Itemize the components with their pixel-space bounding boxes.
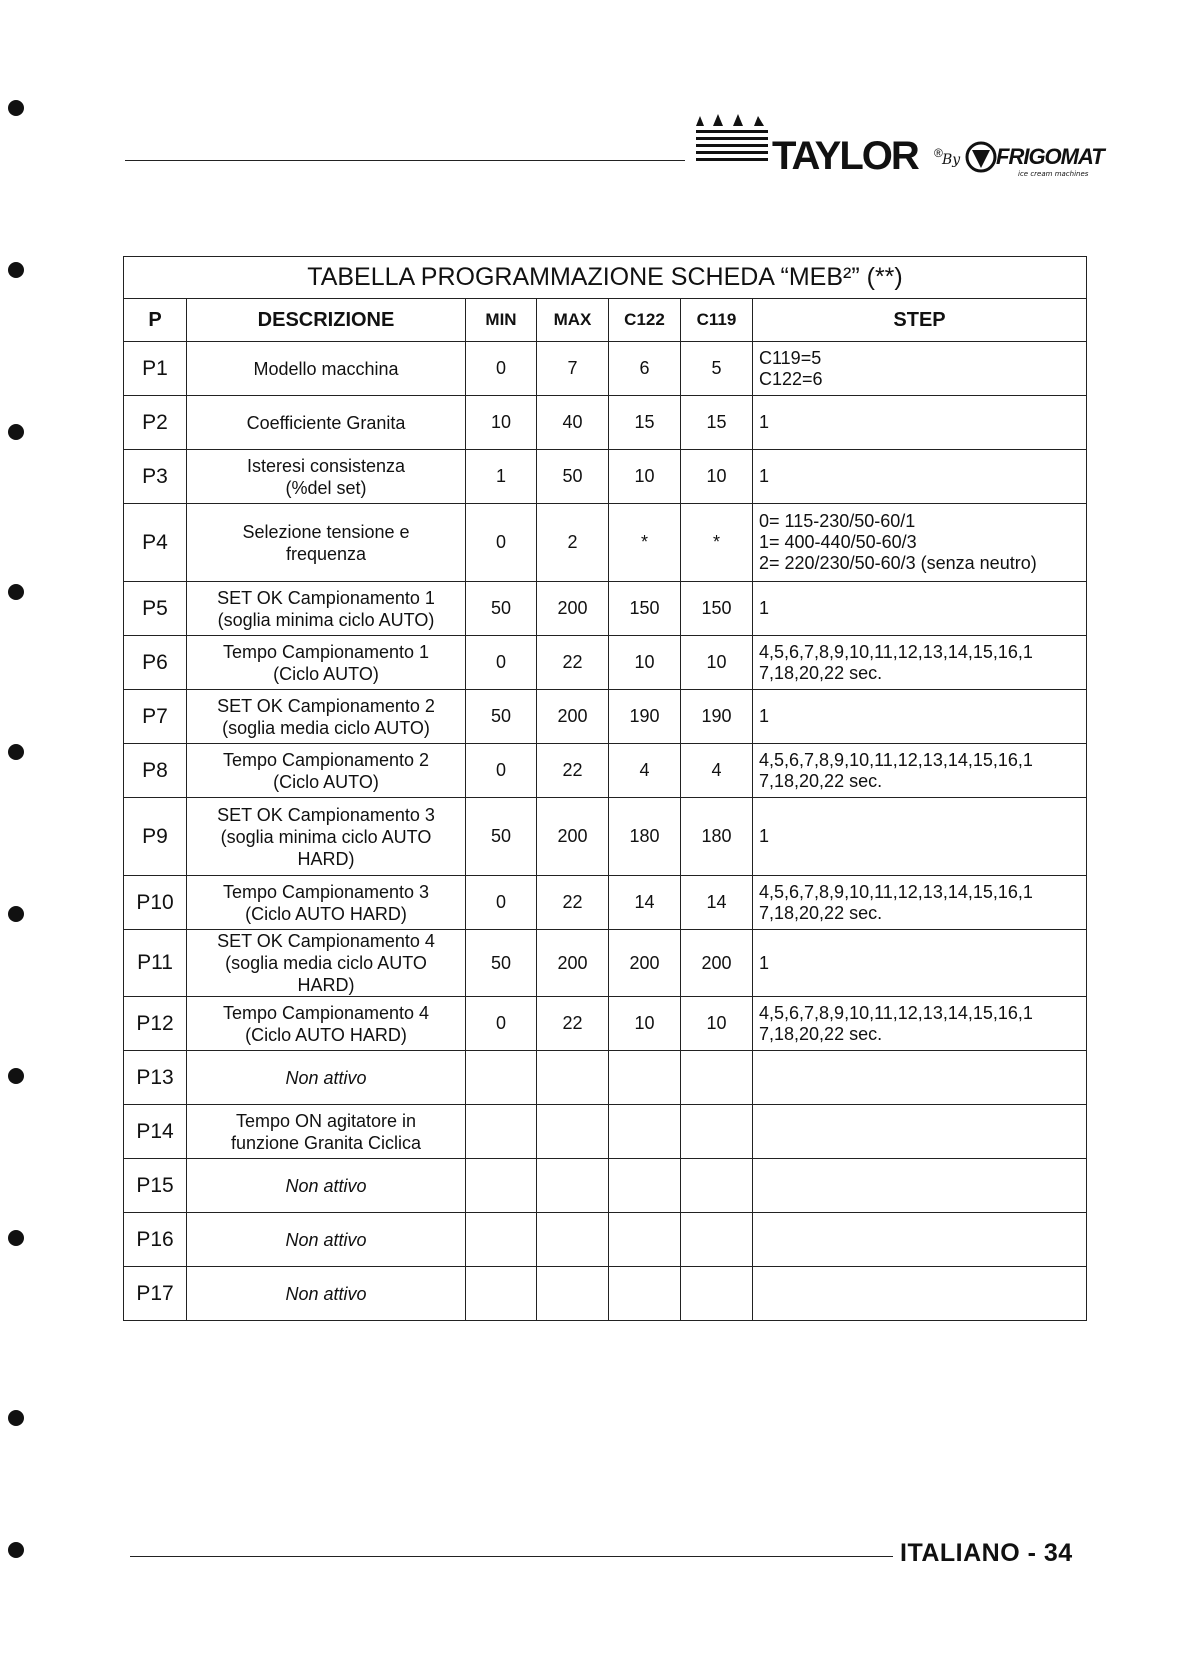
punch-hole [8,262,24,278]
param-min: 0 [466,876,537,930]
param-c119 [681,1051,753,1105]
description-line: frequenza [285,543,367,564]
param-step [753,636,1087,690]
description-line: Selezione tensione e [242,521,410,542]
param-max: 200 [537,582,609,636]
param-description [187,342,466,396]
description-line: (soglia media ciclo AUTO [225,953,427,973]
param-step [753,930,1087,997]
param-max [537,1159,609,1213]
param-description [187,1159,466,1213]
footer-language-page: ITALIANO - 34 [900,1539,1073,1567]
param-code: P10 [124,876,187,930]
param-c122 [609,1213,681,1267]
step-line: 7,18,20,22 sec. [759,662,883,683]
step-line: C119=5 [759,347,822,368]
param-max: 50 [537,450,609,504]
description-line: SET OK Campionamento 4 [217,931,435,951]
param-step [753,1159,1087,1213]
param-code: P2 [124,396,187,450]
param-description [187,798,466,876]
description-line: Tempo Campionamento 4 [222,1002,430,1023]
table-row [124,997,1087,1051]
step-line: 4,5,6,7,8,9,10,11,12,13,14,15,16,1 [759,641,1033,662]
column-header-step: STEP [753,299,1087,342]
step-line: 1 [759,598,770,618]
column-header-description: DESCRIZIONE [187,299,466,342]
param-c122 [609,1105,681,1159]
param-description [187,690,466,744]
step-line: 7,18,20,22 sec. [759,902,883,923]
table-row [124,798,1087,876]
param-min: 0 [466,744,537,798]
table-row [124,930,1087,997]
param-code: P11 [124,930,187,997]
table-row [124,1159,1087,1213]
param-step [753,1213,1087,1267]
param-code: P5 [124,582,187,636]
param-step [753,450,1087,504]
punch-hole [8,1068,24,1084]
param-description [187,450,466,504]
punch-hole [8,744,24,760]
param-step [753,396,1087,450]
param-description [187,396,466,450]
param-code: P8 [124,744,187,798]
description-line: Tempo Campionamento 2 [222,749,430,770]
param-min: 1 [466,450,537,504]
table-row [124,1105,1087,1159]
param-min: 0 [466,342,537,396]
header-rule [125,160,685,161]
description-line: Non attivo [285,1067,367,1088]
param-max [537,1213,609,1267]
param-code: P3 [124,450,187,504]
description-line: SET OK Campionamento 1 [217,587,435,608]
param-min [466,1267,537,1321]
punch-hole [8,906,24,922]
param-max: 22 [537,997,609,1051]
param-c119 [681,1105,753,1159]
brand-name: TAYLOR [772,134,918,178]
param-min [466,1051,537,1105]
table-header-row [124,299,1087,342]
param-c119: 150 [681,582,753,636]
table-row [124,690,1087,744]
param-step [753,876,1087,930]
param-min: 0 [466,636,537,690]
column-header-c119: C119 [681,299,753,342]
param-c122: 190 [609,690,681,744]
param-c122 [609,1051,681,1105]
param-step [753,1267,1087,1321]
param-c119: 15 [681,396,753,450]
param-description [187,636,466,690]
param-c119 [681,1159,753,1213]
description-line: (Ciclo AUTO HARD) [245,1024,407,1045]
param-c122: 200 [609,930,681,997]
param-code: P1 [124,342,187,396]
param-c122 [609,1267,681,1321]
description-line: Tempo ON agitatore in [235,1110,417,1131]
footer-rule [130,1556,893,1557]
param-c122: 15 [609,396,681,450]
crown-icon [696,112,768,164]
table-row [124,396,1087,450]
column-header-p: P [124,299,187,342]
param-step [753,342,1087,396]
punch-hole [8,1230,24,1246]
param-c122: 6 [609,342,681,396]
step-line: 1 [759,826,770,846]
frigomat-mark-icon [964,140,998,174]
param-step [753,744,1087,798]
param-min: 50 [466,798,537,876]
param-max: 22 [537,636,609,690]
param-min [466,1213,537,1267]
param-c119: 4 [681,744,753,798]
step-line: 4,5,6,7,8,9,10,11,12,13,14,15,16,1 [759,881,1033,902]
table-row [124,504,1087,582]
description-line: Tempo Campionamento 3 [222,881,430,902]
brand-logo [696,112,1104,184]
param-step [753,504,1087,582]
param-code: P13 [124,1051,187,1105]
description-line: SET OK Campionamento 3 [217,804,435,825]
param-c122: 180 [609,798,681,876]
param-code: P17 [124,1267,187,1321]
param-min: 50 [466,930,537,997]
param-c119: 10 [681,636,753,690]
param-code: P6 [124,636,187,690]
step-line: 7,18,20,22 sec. [759,1023,883,1044]
step-line: 1= 400-440/50-60/3 [759,532,917,552]
description-line: (Ciclo AUTO) [273,771,379,792]
param-description [187,1267,466,1321]
param-description [187,876,466,930]
step-line: 1 [759,412,770,432]
param-step [753,1051,1087,1105]
param-c119: 200 [681,930,753,997]
param-code: P4 [124,504,187,582]
param-min [466,1159,537,1213]
param-description [187,930,466,997]
table-title: TABELLA PROGRAMMAZIONE SCHEDA “MEB²” (**) [124,257,1087,299]
step-line: 7,18,20,22 sec. [759,770,883,791]
description-line: Non attivo [285,1283,367,1304]
param-max: 22 [537,876,609,930]
step-line: 2= 220/230/50-60/3 (senza neutro) [759,553,1037,573]
param-max [537,1105,609,1159]
partner-name: FRIGOMAT [996,144,1104,169]
table-row [124,744,1087,798]
description-line: (%del set) [285,477,367,498]
param-description [187,504,466,582]
param-code: P14 [124,1105,187,1159]
column-header-c122: C122 [609,299,681,342]
param-description [187,1051,466,1105]
param-min: 10 [466,396,537,450]
param-description [187,997,466,1051]
description-line: Isteresi consistenza [246,455,406,476]
step-line: 4,5,6,7,8,9,10,11,12,13,14,15,16,1 [759,1002,1033,1023]
description-line: (soglia minima ciclo AUTO) [217,609,435,630]
punch-hole [8,1542,24,1558]
param-c122: 150 [609,582,681,636]
description-line: SET OK Campionamento 2 [217,695,435,716]
table-row [124,1267,1087,1321]
description-line: Tempo Campionamento 1 [222,641,430,662]
param-c119: 10 [681,450,753,504]
param-c122: 4 [609,744,681,798]
param-code: P12 [124,997,187,1051]
partner-tagline: ice cream machines [1018,170,1089,178]
step-line: 1 [759,466,770,486]
param-description [187,1213,466,1267]
description-line: funzione Granita Ciclica [230,1132,422,1153]
description-line: (soglia media ciclo AUTO) [222,717,430,738]
punch-hole [8,424,24,440]
param-step [753,1105,1087,1159]
description-line: Non attivo [285,1175,367,1196]
description-line: Modello macchina [253,358,399,379]
table-row [124,450,1087,504]
param-c119: 190 [681,690,753,744]
param-step [753,798,1087,876]
description-line: (soglia minima ciclo AUTO [220,826,432,847]
table-row [124,876,1087,930]
table-row [124,636,1087,690]
param-step [753,690,1087,744]
param-c119: 14 [681,876,753,930]
param-c119: 5 [681,342,753,396]
param-description [187,1105,466,1159]
description-line: Coefficiente Granita [246,412,406,433]
table-row [124,1213,1087,1267]
param-description [187,582,466,636]
table-row [124,582,1087,636]
param-c122: * [609,504,681,582]
param-max: 2 [537,504,609,582]
param-code: P9 [124,798,187,876]
param-min: 0 [466,504,537,582]
description-line: Non attivo [285,1229,367,1250]
param-max [537,1267,609,1321]
brand-by: By [942,152,961,168]
param-max: 200 [537,690,609,744]
param-c119: 180 [681,798,753,876]
param-code: P16 [124,1213,187,1267]
param-max: 200 [537,930,609,997]
description-line: HARD) [297,975,355,995]
param-c122: 10 [609,450,681,504]
param-step [753,997,1087,1051]
param-c122: 14 [609,876,681,930]
param-max: 7 [537,342,609,396]
punch-hole [8,100,24,116]
step-line: C122=6 [759,368,823,389]
param-max: 40 [537,396,609,450]
step-line: 1 [759,706,770,726]
param-c119: * [681,504,753,582]
registered-mark: ® [934,146,943,160]
param-max: 200 [537,798,609,876]
param-code: P15 [124,1159,187,1213]
table-row [124,342,1087,396]
param-max: 22 [537,744,609,798]
param-c122: 10 [609,636,681,690]
step-line: 0= 115-230/50-60/1 [759,511,916,531]
table-row [124,1051,1087,1105]
param-step [753,582,1087,636]
param-description [187,744,466,798]
param-c122 [609,1159,681,1213]
description-line: HARD) [297,848,355,869]
description-line: (Ciclo AUTO) [273,663,379,684]
param-c119 [681,1213,753,1267]
param-min: 50 [466,690,537,744]
param-min: 0 [466,997,537,1051]
param-c122: 10 [609,997,681,1051]
description-line: (Ciclo AUTO HARD) [245,903,407,924]
param-max [537,1051,609,1105]
param-c119 [681,1267,753,1321]
param-min [466,1105,537,1159]
param-c119: 10 [681,997,753,1051]
param-code: P7 [124,690,187,744]
punch-hole [8,584,24,600]
step-line: 4,5,6,7,8,9,10,11,12,13,14,15,16,1 [759,749,1033,770]
param-min: 50 [466,582,537,636]
programming-table [123,256,1087,1321]
step-line: 1 [759,952,770,973]
column-header-max: MAX [537,299,609,342]
punch-hole [8,1410,24,1426]
column-header-min: MIN [466,299,537,342]
